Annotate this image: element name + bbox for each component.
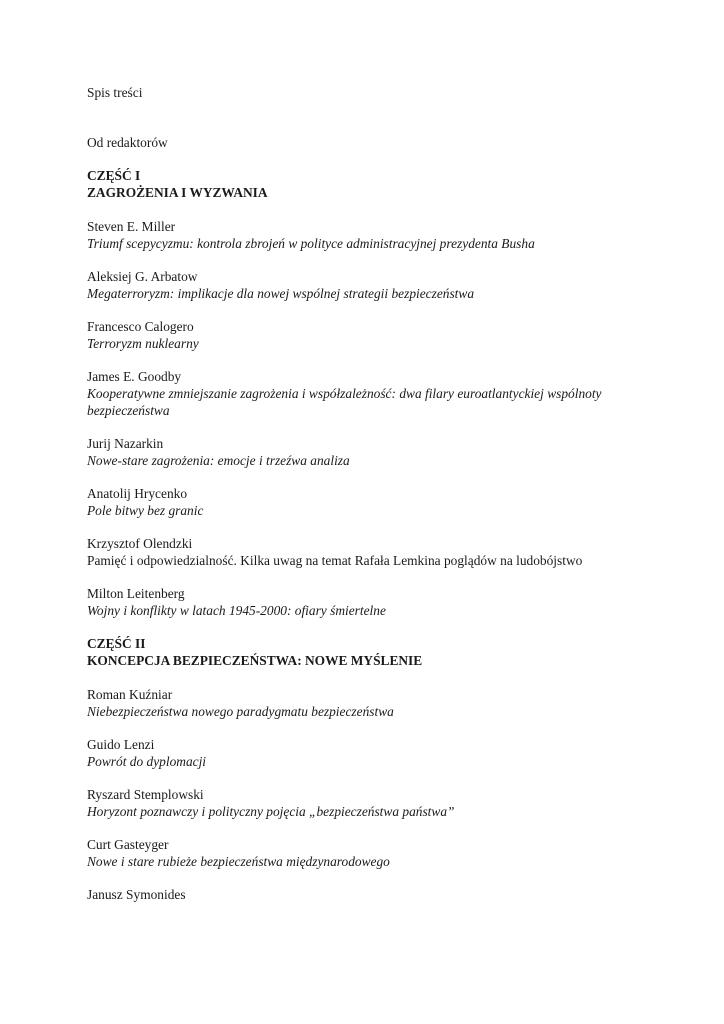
entry-author: Ryszard Stemplowski	[87, 787, 204, 802]
part-1-heading	[87, 167, 687, 201]
part-2-label: CZĘŚĆ II	[87, 636, 146, 651]
entry-author: Francesco Calogero	[87, 319, 194, 334]
list-item	[87, 268, 687, 302]
list-item	[87, 836, 687, 870]
entry-title: Pole bitwy bez granic	[87, 503, 204, 518]
list-item	[87, 585, 687, 619]
entry-author: Krzysztof Olendzki	[87, 536, 193, 551]
entry-author: James E. Goodby	[87, 369, 182, 384]
list-item	[87, 736, 687, 770]
entry-title: Triumf scepycyzmu: kontrola zbrojeń w polityce administracyjnej prezydenta Busha	[87, 236, 535, 251]
entry-author: Steven E. Miller	[87, 219, 176, 234]
entry-author: Roman Kuźniar	[87, 687, 173, 702]
list-item	[87, 686, 687, 720]
entry-title: Megaterroryzm: implikacje dla nowej wspólnej strategii bezpieczeństwa	[87, 286, 475, 301]
list-item	[87, 218, 687, 252]
list-item	[87, 485, 687, 519]
entry-title: Terroryzm nuklearny	[87, 336, 199, 351]
entry-title: Wojny i konflikty w latach 1945-2000: ofiary śmiertelne	[87, 603, 386, 618]
entry-title: Pamięć i odpowiedzialność. Kilka uwag na temat Rafała Lemkina poglądów na ludobójstwo	[87, 553, 583, 568]
entry-author: Janusz Symonides	[87, 887, 186, 902]
entry-title: Kooperatywne zmniejszanie zagrożenia i współzależność: dwa filary euroatlantyckiej wspólnoty bezpieczeństwa	[87, 386, 602, 418]
part-1-label: CZĘŚĆ I	[87, 168, 141, 183]
part-2-heading	[87, 635, 687, 669]
entry-author: Anatolij Hrycenko	[87, 486, 188, 501]
list-item	[87, 435, 687, 469]
list-item	[87, 368, 687, 419]
intro-entry: Od redaktorów	[87, 135, 168, 150]
entry-title: Powrót do dyplomacji	[87, 754, 207, 769]
part-1-title: ZAGROŻENIA I WYZWANIA	[87, 185, 268, 200]
page-title: Spis treści	[87, 85, 143, 100]
entry-author: Jurij Nazarkin	[87, 436, 164, 451]
table-of-contents	[87, 84, 687, 919]
entry-title: Niebezpieczeństwa nowego paradygmatu bezpieczeństwa	[87, 704, 394, 719]
entry-title: Nowe i stare rubieże bezpieczeństwa międzynarodowego	[87, 854, 390, 869]
list-item	[87, 886, 687, 903]
entry-author: Aleksiej G. Arbatow	[87, 269, 198, 284]
entry-author: Curt Gasteyger	[87, 837, 169, 852]
entry-author: Milton Leitenberg	[87, 586, 185, 601]
entry-title: Nowe-stare zagrożenia: emocje i trzeźwa analiza	[87, 453, 350, 468]
entry-author: Guido Lenzi	[87, 737, 155, 752]
list-item	[87, 786, 687, 820]
list-item	[87, 535, 687, 569]
list-item	[87, 318, 687, 352]
part-2-title: KONCEPCJA BEZPIECZEŃSTWA: NOWE MYŚLENIE	[87, 653, 423, 668]
entry-title: Horyzont poznawczy i polityczny pojęcia „bezpieczeństwa państwa”	[87, 804, 455, 819]
